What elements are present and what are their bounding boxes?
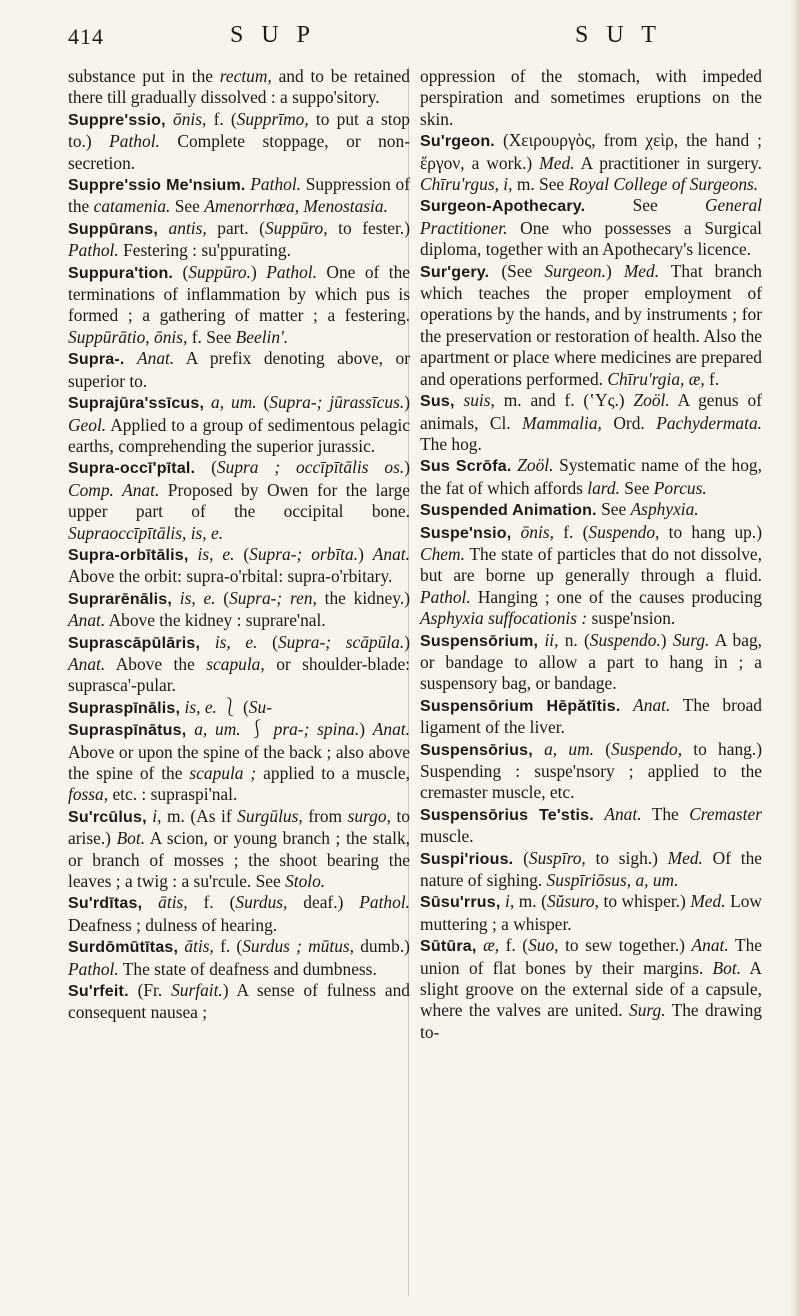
italic-text: Suppūro.: [188, 261, 251, 282]
headword: Sus,: [420, 393, 455, 411]
headword: Sūtūra,: [420, 938, 477, 956]
italic-text: Surg.: [629, 1000, 666, 1021]
dictionary-entry: [68, 544, 410, 588]
italic-text: scapula,: [206, 653, 265, 674]
italic-text: Pachydermata.: [656, 412, 762, 433]
dictionary-entry: [420, 630, 762, 695]
italic-text: ātis,: [158, 892, 188, 913]
body-text: etc. : supraspi'nal.: [108, 784, 238, 805]
body-text: ): [404, 457, 410, 478]
italic-text: Pathol.: [420, 586, 471, 607]
headword: Suprascāpūlāris,: [68, 634, 201, 652]
italic-text: Med.: [667, 847, 703, 868]
headword: Suppura'tion.: [68, 264, 174, 282]
body-text: ): [404, 631, 410, 652]
italic-text: Surdus,: [235, 892, 288, 913]
body-text: (See: [489, 260, 545, 281]
italic-text: Sŭsuro,: [546, 891, 599, 912]
body-text: [158, 218, 169, 238]
body-text: (: [594, 738, 612, 759]
body-text: (: [256, 392, 270, 413]
body-text: The state of particles that do not dissolve, but are borne up generally through a fluid.: [420, 543, 762, 586]
italic-text: æ,: [483, 935, 500, 956]
headword: Suspensōrium,: [420, 632, 539, 650]
italic-text: lard.: [587, 477, 620, 498]
dictionary-entry: [68, 348, 410, 392]
body-text: A genus of animals, Cl.: [420, 390, 762, 433]
italic-text: a, um.: [194, 719, 241, 740]
body-text: (: [513, 847, 529, 868]
italic-text: rectum,: [219, 66, 272, 86]
body-text: Festering : su'ppurating.: [118, 240, 291, 261]
body-text: Complete stoppage, or non-secretion.: [68, 131, 410, 173]
italic-text: Mammalia,: [522, 412, 602, 433]
headword: Surdōmūtītas,: [68, 939, 179, 957]
body-text: [204, 392, 211, 412]
italic-text: Anat.: [633, 694, 671, 715]
body-text: (: [195, 457, 217, 478]
headword: Suspe'nsio,: [420, 524, 512, 542]
body-text: m. (: [514, 891, 547, 912]
body-text: m. See: [512, 174, 569, 195]
body-text: One who possesses a Surgical diploma, together with an Apothecary's licence.: [420, 217, 762, 260]
italic-text: Surgūlus,: [237, 805, 303, 826]
body-text: ) A sense of fulness and consequent nausea ;: [68, 980, 410, 1023]
dictionary-entry: [68, 632, 410, 697]
italic-text: Surdus ; mūtus,: [242, 936, 355, 957]
body-text: [172, 588, 180, 608]
italic-text: pra-; spina.: [273, 719, 360, 740]
italic-text: Anat.: [68, 653, 106, 674]
italic-text: Beelin'.: [235, 326, 289, 347]
headword: Supraspīnātus,: [68, 722, 187, 740]
body-text: A slight groove on the external side of a capsule, where the valves are united.: [420, 957, 762, 1021]
italic-text: Surgeon.: [544, 260, 606, 281]
italic-text: Anat.: [68, 610, 106, 631]
dictionary-entry: [420, 935, 762, 1043]
body-text: See: [596, 499, 631, 520]
dictionary-entry: [420, 66, 762, 130]
italic-text: Supra-; orbīta.: [249, 543, 359, 564]
body-text: dumb.): [354, 936, 410, 957]
body-text: f. (: [213, 936, 243, 957]
body-text: The state of deafness and dumbness.: [118, 958, 377, 979]
headword: Surgeon-Apothecary.: [420, 198, 586, 216]
dictionary-entry: [68, 66, 410, 109]
body-text: A prefix denoting above, or superior to.: [68, 348, 410, 391]
headword: Su'rfeit.: [68, 983, 129, 1001]
headword: Supraspīnālis,: [68, 699, 181, 717]
italic-text: Med.: [623, 260, 660, 281]
italic-text: Anat.: [604, 803, 642, 824]
italic-text: Anat.: [372, 543, 410, 564]
dictionary-entry: [68, 892, 410, 936]
italic-text: Pathol.: [250, 174, 302, 195]
italic-text: ōnis,: [173, 108, 207, 129]
right-column: [420, 66, 762, 1043]
body-text: Suppression of the: [68, 174, 410, 217]
body-text: [621, 695, 634, 715]
italic-text: Pathol.: [68, 240, 119, 261]
headword: Su'rgeon.: [420, 133, 495, 151]
headword: Su'rcūlus,: [68, 808, 147, 826]
body-text: f. (: [206, 108, 237, 129]
italic-text: Suspīriōsus, a, um.: [546, 870, 679, 891]
dictionary-entry: [68, 174, 410, 218]
headword: Suspended Animation.: [420, 502, 597, 520]
dictionary-entry: [68, 262, 410, 349]
body-text: or shoulder-blade: suprasca'-pular.: [68, 653, 410, 696]
headword: Suppūrans,: [68, 220, 159, 238]
dictionary-entry: [420, 455, 762, 499]
italic-text: Supra-; jūrassīcus.: [269, 392, 405, 413]
body-text: suspe'nsion.: [587, 608, 676, 629]
body-text: Of the nature of sighing.: [420, 847, 762, 891]
italic-text: Amenorrhœa, Menostasia.: [204, 196, 388, 217]
body-text: substance put in the: [68, 66, 220, 86]
body-text: ): [404, 392, 410, 413]
italic-text: a, um.: [211, 392, 257, 413]
body-text: The drawing to-: [420, 1000, 762, 1042]
dictionary-entry: [68, 697, 410, 719]
body-text: Ord.: [601, 412, 657, 433]
italic-text: Suspendo,: [611, 738, 683, 759]
italic-text: Med.: [690, 891, 726, 912]
body-text: Above or upon the spine of the back ; also above the spine of the: [68, 741, 410, 783]
headword: Suspensōrius,: [420, 741, 533, 759]
italic-text: Anat.: [691, 935, 729, 956]
body-text: See: [585, 195, 705, 216]
italic-text: catamenia.: [93, 196, 171, 217]
body-text: [200, 632, 215, 652]
dictionary-entry: [68, 719, 410, 806]
body-text: (: [173, 261, 189, 282]
page-header: [0, 18, 800, 58]
body-text: to arise.): [68, 805, 410, 849]
headword: Suppre'ssio Me'nsium.: [68, 177, 246, 195]
italic-text: Pathol.: [68, 958, 119, 979]
body-text: f.: [704, 368, 720, 389]
dictionary-entry: [68, 392, 410, 457]
italic-text: fossa,: [68, 784, 109, 805]
italic-text: Chīru'rgia, æ,: [607, 368, 705, 389]
headword: Sus Scrōfa.: [420, 458, 512, 476]
italic-text: antis,: [168, 217, 207, 238]
body-text: [125, 348, 137, 368]
dictionary-entry: [68, 218, 410, 262]
body-text: The: [641, 803, 690, 824]
body-text: That branch which teaches the proper employment of operations by the hands, and by instruments ; for the preservation or restoration of health. Also the apartment or place where medicines are prepared and operations performed.: [420, 260, 762, 389]
italic-text: Suppūrātio,: [68, 326, 150, 347]
headword: Supra-.: [68, 351, 125, 369]
italic-text: Supra-; ren,: [229, 587, 317, 608]
italic-text: Pathol.: [266, 261, 317, 282]
headword: Suspi'rious.: [420, 850, 514, 868]
headword: Supra-occī'pītal.: [68, 460, 196, 478]
italic-text: i,: [505, 891, 515, 912]
body-text: m. and f. (ʽΥς.): [494, 390, 634, 411]
body-text: Proposed by Owen for the large upper part of the occipital bone.: [68, 479, 410, 522]
italic-text: Anat.: [137, 348, 175, 369]
headword: Supra-orbītālis,: [68, 546, 189, 564]
body-text: The broad ligament of the liver.: [420, 694, 762, 738]
headword: Su'rdītas,: [68, 895, 143, 913]
italic-text: Royal College of Surgeons.: [568, 174, 759, 195]
body-text: to hang.) Suspending : suspe'nsory ; applied to the cremaster muscle, etc.: [420, 738, 762, 803]
italic-text: Chem.: [420, 543, 465, 564]
italic-text: surgo,: [347, 805, 391, 826]
body-text: to whisper.): [598, 891, 691, 912]
body-text: Hanging ; one of the causes producing: [470, 586, 762, 607]
italic-text: Suspendo,: [588, 521, 660, 542]
body-text: ): [605, 260, 624, 281]
italic-text: Pathol.: [359, 892, 410, 913]
italic-text: is, e.: [197, 543, 235, 564]
body-text: to put a stop to.): [68, 108, 410, 152]
dictionary-entry: [420, 261, 762, 390]
italic-text: suis,: [463, 390, 495, 411]
italic-text: ātis,: [184, 936, 214, 957]
headword: Suspensōrium Hēpătītis.: [420, 697, 621, 715]
body-text: and to be retained there till gradually dissolved : a suppo'sitory.: [68, 66, 410, 108]
italic-text: Bot.: [712, 957, 742, 978]
italic-text: scapula ;: [189, 763, 257, 783]
italic-text: Zoöl.: [517, 455, 554, 476]
body-text: See: [619, 477, 654, 498]
dictionary-entry: [420, 804, 762, 848]
body-text: (: [257, 631, 278, 652]
body-text: Above the orbit: supra-o'rbital: supra-o'rbitary.: [68, 566, 393, 587]
italic-text: Chīru'rgus, i,: [420, 174, 513, 195]
dictionary-entry: [420, 195, 762, 260]
italic-text: Asphyxia suffocationis :: [420, 608, 588, 629]
italic-text: Suppūro,: [264, 217, 328, 238]
body-text: Low muttering ; a whisper.: [420, 891, 762, 934]
body-text: to fester.): [327, 217, 410, 238]
italic-text: Supra-; scāpūla.: [277, 631, 405, 652]
body-text: Applied to a group of sedimentous pelagic earths, comprehending the superior jurassic.: [68, 414, 410, 456]
body-text: The hog.: [420, 433, 482, 454]
dictionary-entry: [420, 390, 762, 455]
body-text: ): [359, 719, 373, 740]
italic-text: Porcus.: [653, 477, 707, 498]
body-text: from: [302, 805, 348, 826]
headword: Suprajūra'ssīcus,: [68, 395, 205, 413]
dictionary-entry: [420, 891, 762, 935]
body-text: oppression of the stomach, with impeded perspiration and sometimes eruptions on the skin.: [420, 66, 762, 129]
body-text: n. (: [558, 629, 590, 650]
italic-text: Supra ; occīpītālis os.: [216, 457, 405, 478]
body-text: A scion, or young branch ; the stalk, or branch of mosses ; the shoot bearing the leaves ; a twig : a su'rcule. See: [68, 828, 410, 892]
body-text: m. (As if: [161, 805, 238, 826]
body-text: [142, 892, 158, 912]
headword: Sur'gery.: [420, 263, 490, 281]
body-text: Systematic name of the hog, the fat of which affords: [420, 455, 762, 498]
body-text: [166, 109, 173, 129]
dictionary-entry: [420, 739, 762, 804]
dictionary-entry: [68, 588, 410, 632]
body-text: Above the: [105, 653, 207, 674]
body-text: f. (: [499, 935, 529, 956]
italic-text: Geol.: [68, 414, 107, 435]
body-text: to sigh.): [585, 847, 668, 868]
body-text: [594, 804, 604, 824]
body-text: applied to a muscle,: [256, 763, 410, 783]
body-text: [511, 522, 520, 542]
page-edge-shadow: [790, 0, 800, 1316]
italic-text: Asphyxia.: [630, 499, 699, 520]
body-text: Above the kidney : suprare'nal.: [105, 610, 326, 631]
dictionary-entry: [420, 848, 762, 892]
dictionary-entry: [420, 695, 762, 739]
italic-text: Surfait.: [171, 980, 223, 1001]
italic-text: is, e.: [179, 587, 216, 608]
body-text: muscle.: [420, 826, 474, 847]
body-text: A practitioner in surgery.: [574, 152, 762, 173]
italic-text: Suspendo.: [589, 629, 661, 650]
italic-text: Surg.: [672, 629, 710, 650]
body-text: Deafness ; dulness of hearing.: [68, 914, 278, 935]
body-text: the kidney.): [316, 587, 410, 608]
body-text: (: [215, 587, 230, 608]
italic-text: Comp. Anat.: [68, 479, 160, 500]
headword: Suppre'ssio,: [68, 111, 166, 129]
italic-text: General Practitioner.: [420, 195, 762, 238]
running-head-left: S U P: [230, 22, 317, 48]
body-text: f. (: [187, 892, 236, 913]
body-text: (Fr.: [128, 980, 172, 1001]
italic-text: Supraoccīpītālis, is, e.: [68, 522, 224, 543]
headword: Sūsu'rrus,: [420, 894, 501, 912]
body-text: ⎰: [240, 719, 274, 740]
dictionary-entry: [68, 806, 410, 893]
italic-text: ōnis,: [520, 521, 554, 542]
body-text: (: [234, 543, 250, 564]
running-head-right: S U T: [575, 22, 662, 48]
body-text: ): [358, 543, 373, 564]
headword: Suspensōrius Te'stis.: [420, 806, 594, 824]
body-text: See: [170, 196, 205, 217]
body-text: to sew together.): [558, 935, 692, 956]
italic-text: Cremaster: [689, 803, 762, 824]
italic-text: Suo,: [528, 935, 559, 956]
body-text: f. See: [187, 326, 236, 347]
page-number: 414: [68, 24, 104, 49]
headword: Suprarēnālis,: [68, 590, 172, 608]
body-text: f. (: [553, 521, 589, 542]
body-text: deaf.): [287, 892, 360, 913]
left-column: [68, 66, 410, 1024]
italic-text: Suspīro,: [528, 847, 586, 868]
dictionary-entry: [68, 109, 410, 174]
body-text: (Χειρουργὸς, from χεὶρ, the hand ; ἔργον, a work.): [420, 130, 762, 173]
dictionary-entry: [420, 522, 762, 630]
italic-text: Stolo.: [285, 871, 326, 892]
body-text: The union of flat bones by their margins.: [420, 935, 762, 978]
body-text: to hang up.): [659, 521, 762, 542]
dictionary-entry: [68, 457, 410, 544]
dictionary-entry: [420, 499, 762, 521]
body-text: A bag, or bandage to allow a part to hang in ; a suspensory bag, or bandage.: [420, 629, 762, 694]
italic-text: ii,: [544, 629, 559, 650]
body-text: ⎱ (: [216, 696, 249, 717]
italic-text: Pathol.: [109, 131, 160, 152]
dictionary-entry: [420, 130, 762, 195]
italic-text: Supprīmo,: [236, 108, 309, 129]
italic-text: Med.: [539, 152, 575, 173]
italic-text: Su-: [248, 696, 272, 717]
dictionary-entry: [68, 936, 410, 980]
body-text: One of the terminations of inflammation by which pus is formed ; a gathering of matter ; a festering.: [68, 261, 411, 326]
italic-text: ōnis,: [154, 326, 188, 347]
italic-text: a, um.: [544, 738, 594, 759]
dictionary-entry: [68, 980, 410, 1024]
italic-text: Anat.: [372, 719, 410, 740]
body-text: ): [250, 261, 267, 282]
body-text: [533, 739, 544, 759]
italic-text: is, e.: [184, 696, 217, 717]
italic-text: Bot.: [116, 828, 146, 849]
italic-text: is, e.: [214, 631, 258, 652]
body-text: ): [660, 629, 673, 650]
italic-text: Zoöl.: [633, 390, 670, 411]
body-text: part. (: [206, 217, 265, 238]
italic-text: i,: [152, 805, 162, 826]
